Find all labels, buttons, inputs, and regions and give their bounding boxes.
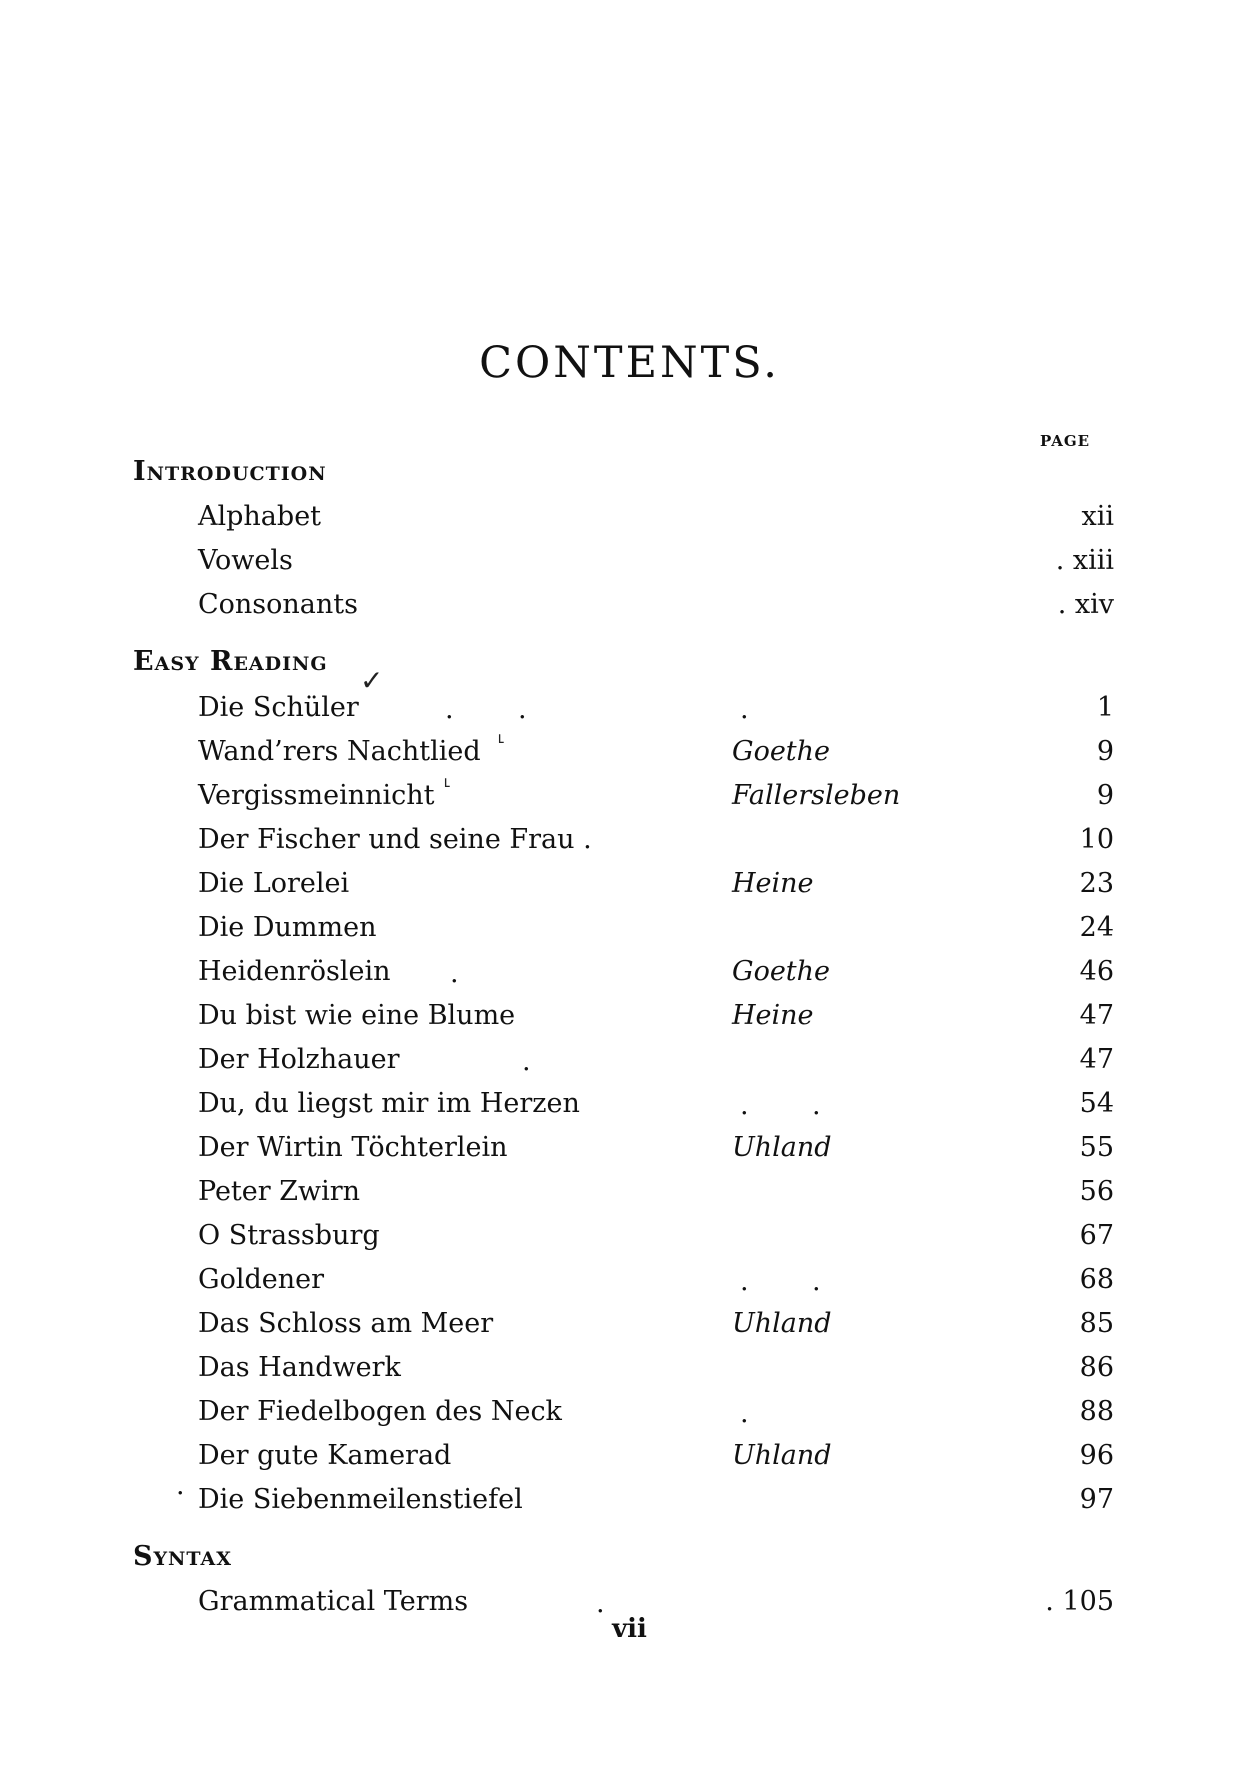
- leader-dot: .: [522, 1046, 531, 1077]
- toc-entry: [0, 1082, 1259, 1126]
- leader-dot: .: [812, 1090, 821, 1121]
- entry-title: Die Siebenmeilenstiefel: [198, 1484, 523, 1515]
- entry-page: 9: [1096, 780, 1114, 811]
- toc-entry: [0, 1346, 1259, 1390]
- toc-entry: [0, 994, 1259, 1038]
- entry-page: xii: [1081, 501, 1114, 532]
- section-heading-easy-reading: Easy Reading: [133, 646, 328, 677]
- entry-author: Goethe: [732, 736, 831, 767]
- entry-page: 96: [1079, 1440, 1114, 1471]
- toc-entry: [0, 1390, 1259, 1434]
- toc-entry: [0, 495, 1259, 539]
- page-title: CONTENTS.: [479, 338, 780, 388]
- section-heading-syntax: Syntax: [133, 1541, 233, 1572]
- entry-page: 1: [1096, 692, 1114, 723]
- leader-dot: .: [740, 1266, 749, 1297]
- entry-author: Uhland: [732, 1132, 832, 1163]
- entry-author: Uhland: [732, 1440, 832, 1471]
- entry-page: 55: [1079, 1132, 1114, 1163]
- toc-entry: [0, 818, 1259, 862]
- leader-dot: .: [740, 1398, 749, 1429]
- entry-title: Consonants: [198, 589, 358, 620]
- entry-title: Der Fiedelbogen des Neck: [198, 1396, 562, 1427]
- entry-author: Uhland: [732, 1308, 832, 1339]
- entry-title: Grammatical Terms: [198, 1586, 469, 1617]
- page-column-heading: PAGE: [1040, 432, 1091, 450]
- entry-title: Das Handwerk: [198, 1352, 401, 1383]
- toc-entry: [0, 950, 1259, 994]
- toc-entry: [0, 1038, 1259, 1082]
- entry-title: Peter Zwirn: [198, 1176, 361, 1207]
- entry-title: Die Schüler: [198, 692, 359, 723]
- entry-page: 86: [1079, 1352, 1114, 1383]
- entry-title: Heidenröslein: [198, 956, 391, 987]
- entry-title: Der Wirtin Töchterlein: [198, 1132, 508, 1163]
- entry-author: Heine: [732, 1000, 814, 1031]
- entry-author: Goethe: [732, 956, 831, 987]
- entry-page: 47: [1079, 1000, 1114, 1031]
- bullet-mark: ·: [176, 1478, 185, 1509]
- entry-title: Goldener: [198, 1264, 324, 1295]
- entry-page: 9: [1096, 736, 1114, 767]
- toc-entry: [0, 1302, 1259, 1346]
- handwritten-check-icon: ✓: [360, 664, 384, 697]
- leader-dot: .: [740, 1090, 749, 1121]
- toc-entry: [0, 583, 1259, 627]
- entry-title: O Strassburg: [198, 1220, 380, 1251]
- entry-title: Die Dummen: [198, 912, 377, 943]
- entry-page: 67: [1079, 1220, 1114, 1251]
- entry-title: Der Holzhauer: [198, 1044, 400, 1075]
- entry-page: 97: [1079, 1484, 1114, 1515]
- entry-title: Das Schloss am Meer: [198, 1308, 494, 1339]
- toc-entry: [0, 906, 1259, 950]
- leader-dot: .: [812, 1266, 821, 1297]
- entry-page: 46: [1079, 956, 1114, 987]
- entry-page: 54: [1079, 1088, 1114, 1119]
- leader-dot: .: [518, 694, 527, 725]
- entry-page: 68: [1079, 1264, 1114, 1295]
- entry-page: 47: [1079, 1044, 1114, 1075]
- toc-entry: [0, 1170, 1259, 1214]
- entry-author: Heine: [732, 868, 814, 899]
- entry-author: Fallersleben: [732, 780, 901, 811]
- entry-page: 85: [1079, 1308, 1114, 1339]
- leader-dot: .: [445, 694, 454, 725]
- leader-dot: .: [450, 958, 459, 989]
- entry-page: 24: [1079, 912, 1114, 943]
- toc-entry: [0, 1126, 1259, 1170]
- handwritten-check-icon: ˪: [498, 724, 505, 748]
- toc-entry: [0, 1214, 1259, 1258]
- toc-entry: [0, 686, 1259, 730]
- entry-page: . xiv: [1057, 589, 1114, 620]
- toc-entry: [0, 1258, 1259, 1302]
- page-folio: vii: [612, 1614, 647, 1644]
- toc-entry: [0, 774, 1259, 818]
- entry-title: Du bist wie eine Blume: [198, 1000, 516, 1031]
- entry-title: Die Lorelei: [198, 868, 350, 899]
- entry-title: Der Fischer und seine Frau .: [198, 824, 592, 855]
- entry-title: Vowels: [198, 545, 293, 576]
- toc-entry: [0, 730, 1259, 774]
- entry-page: 88: [1079, 1396, 1114, 1427]
- leader-dot: .: [596, 1588, 605, 1619]
- toc-entry: [0, 539, 1259, 583]
- entry-page: 23: [1079, 868, 1114, 899]
- section-heading-introduction: Introduction: [133, 456, 327, 487]
- entry-page: . xiii: [1055, 545, 1114, 576]
- handwritten-check-icon: ˪: [444, 768, 451, 792]
- entry-title: Du, du liegst mir im Herzen: [198, 1088, 580, 1119]
- entry-title: Alphabet: [198, 501, 322, 532]
- entry-title: Wand’rers Nachtlied: [198, 736, 481, 767]
- toc-entry: [0, 862, 1259, 906]
- entry-page: . 105: [1045, 1586, 1114, 1617]
- entry-page: 56: [1079, 1176, 1114, 1207]
- toc-entry: [0, 1478, 1259, 1522]
- entry-page: 10: [1079, 824, 1114, 855]
- entry-title: Der gute Kamerad: [198, 1440, 452, 1471]
- leader-dot: .: [740, 694, 749, 725]
- entry-title: Vergissmeinnicht: [198, 780, 435, 811]
- toc-entry: [0, 1434, 1259, 1478]
